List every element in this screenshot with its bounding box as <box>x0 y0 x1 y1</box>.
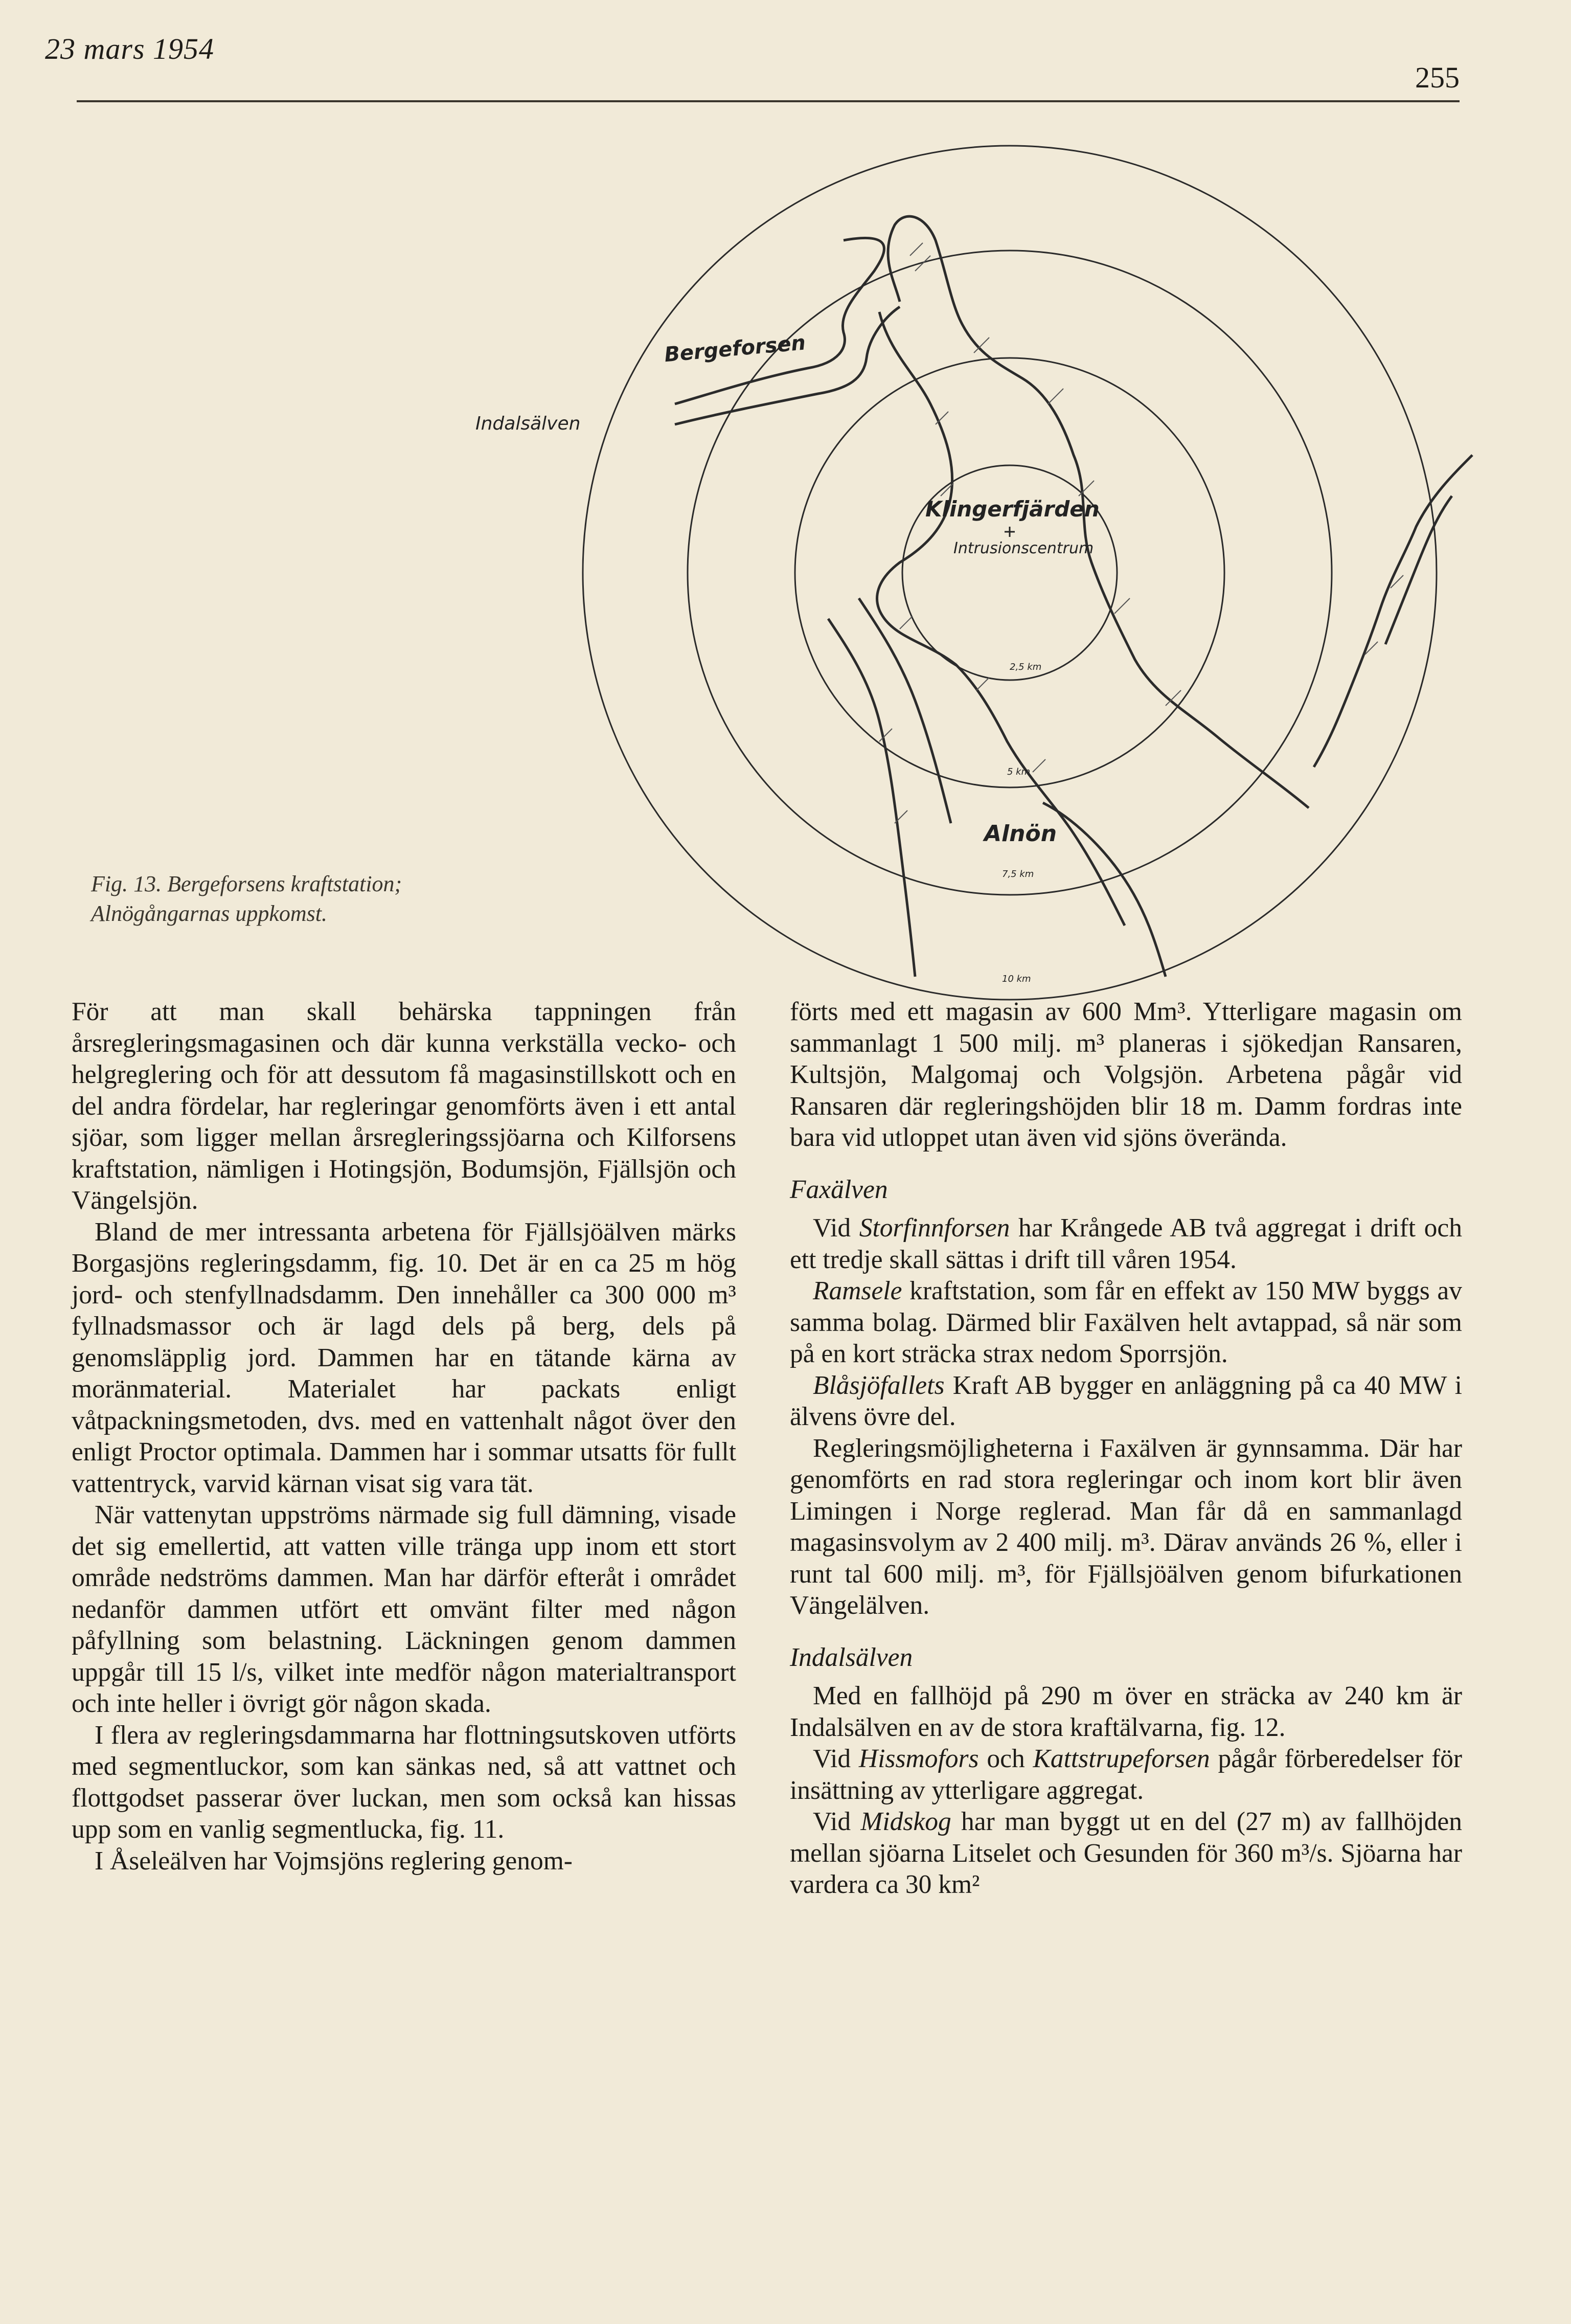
text-run: och <box>978 1744 1033 1773</box>
text-run: pågår förberedelser för insättning av ytterligare aggregat. <box>790 1744 1462 1805</box>
text-run: Kraft AB bygger en anläggning på ca 40 MW i älvens övre del. <box>790 1370 1462 1431</box>
page-number: 255 <box>1415 61 1460 94</box>
label-radius-7-5km: 7,5 km <box>1002 869 1034 879</box>
label-indalsalven: Indalsälven <box>475 413 581 434</box>
figure-caption: Fig. 13. Bergeforsens kraftstation; Alnögångarnas uppkomst. <box>91 871 402 926</box>
label-intrusionscentrum: Intrusionscentrum <box>953 539 1094 557</box>
place-name-storfinnforsen: Storfinnforsen <box>859 1213 1010 1243</box>
place-name-kattstrupeforsen: Kattstrupeforsen <box>1033 1744 1210 1773</box>
intrusion-centre-mark <box>1005 527 1015 537</box>
label-alnon: Alnön <box>984 821 1057 847</box>
text-run: har man byggt ut en del (27 m) av fallhöjden mellan sjöarna Litselet och Gesunden för 360 m³/s. Sjöarna har vardera ca 30 km² <box>790 1807 1462 1899</box>
right-paragraph-midskog <box>790 1806 1462 1901</box>
southwest-shore-inner <box>859 598 951 823</box>
right-paragraph-storfinnforsen <box>790 1212 1462 1275</box>
text-run: Vid <box>813 1744 859 1773</box>
left-paragraph-2: Bland de mer intressanta arbetena för Fjällsjöälven märks Borgasjöns regleringsdamm, fig. 10. Det är en ca 25 m hög jord- och stenfyllnadsdamm. Den innehåller ca 300 000 m³ fyllnadsmassor och är lagd dels på berg, dels på genomsläpplig jord. Dammen har en tätande kärna av moränmaterial. Materialet har packats enligt våtpackningsmetoden, dvs. med en vattenhalt något över den enligt Proctor optimala. Dammen har i sommar utsatts för fullt vattentryck, varvid kärnan visat sig vara tät. <box>72 1217 736 1498</box>
alnon-island-shore <box>1043 803 1166 977</box>
right-paragraph-fallhojd: Med en fallhöjd på 290 m över en sträcka av 240 km är Indalsälven en av de stora kraftälvarna, fig. 12. <box>790 1681 1462 1742</box>
left-paragraph-4: I flera av regleringsdammarna har flottningsutskoven utförts med segmentluckor, som kan sänkas ned, så att vattnet och flottgodset passerar över luckan, men som också kan hissas upp som en vanlig segmentlucka, fig. 11. <box>72 1720 736 1844</box>
left-paragraph-3: När vattenytan uppströms närmade sig full dämning, visade det sig emellertid, att vatten ville tränga upp inom ett stort område nedströms dammen. Man har därför efteråt i området nedanför dammen utfört ett omvänt filter med någon påfyllning som belastning. Läckningen genom dammen uppgår till 15 l/s, vilket inte medför någon materialtransport och inte heller i övrigt gör någon skada. <box>72 1500 736 1718</box>
company-name-blasjofallets: Blåsjöfallets <box>813 1370 945 1400</box>
text-run: kraftstation, som får en effekt av 150 MW byggs av samma bolag. Därmed blir Faxälven helt avtappad, så när som på en kort sträcka strax nedom Sporrsjön. <box>790 1276 1462 1368</box>
section-heading-faxalven: Faxälven <box>790 1175 888 1204</box>
right-paragraph-regleringsmojligheterna: Regleringsmöjligheterna i Faxälven är gynnsamma. Där har genomförts en rad stora regleringar och inom kort blir även Limingen i Norge reglerad. Man får då en sammanlagd magasinsvolym av 2 400 milj. m³. Därav används 26 %, eller i runt tal 600 milj. m³, för Fjällsjöälven genom bifurkationen Vängelälven. <box>790 1433 1462 1620</box>
place-name-ramsele: Ramsele <box>813 1276 902 1305</box>
label-radius-5km: 5 km <box>1007 766 1031 777</box>
text-run: Vid <box>813 1213 859 1243</box>
label-radius-10km: 10 km <box>1002 974 1031 984</box>
header-rule <box>77 100 1460 102</box>
text-run: Vid <box>813 1807 861 1836</box>
left-paragraph-5: I Åseleälven har Vojmsjöns reglering genom- <box>95 1846 573 1876</box>
label-radius-2-5km: 2,5 km <box>1010 662 1042 672</box>
right-paragraph-hissmofors <box>790 1743 1462 1806</box>
left-paragraph-1: För att man skall behärska tappningen från årsregleringsmagasinen och där kunna verkställa vecko- och helgreglering och för att dessutom få magasinstillskott och en del andra fördelar, har regleringar genomförts även i ett antal sjöar, som ligger mellan årsregleringssjöarna och Kilforsens kraftstation, nämligen i Hotingsjön, Bodumsjön, Fjällsjön och Vängelsjön. <box>72 997 736 1215</box>
shore-hatching <box>879 243 1403 823</box>
header-date: 23 mars 1954 <box>45 32 215 65</box>
label-klingerfjarden: Klingerfjärden <box>925 497 1100 522</box>
place-name-midskog: Midskog <box>860 1807 951 1836</box>
left-column <box>72 996 736 1877</box>
right-column <box>790 996 1462 1901</box>
radius-circle-5km <box>795 358 1224 787</box>
right-paragraph-blasjofallets <box>790 1370 1462 1433</box>
right-paragraph-1: förts med ett magasin av 600 Mm³. Ytterligare magasin om sammanlagt 1 500 milj. m³ planeras i sjökedjan Ransaren, Kultsjön, Malgomaj och Volgsjön. Arbetena pågår vid Ransaren där regleringshöjden blir 18 m. Damm fordras inte bara vid utloppet utan även vid sjöns överända. <box>790 997 1462 1152</box>
place-name-hissmofors: Hissmofors <box>858 1744 979 1773</box>
map-figure <box>475 138 1483 997</box>
section-heading-indalsalven: Indalsälven <box>790 1642 913 1672</box>
text-run: har Krångede AB två aggregat i drift och ett tredje skall sättas i drift till våren 1954. <box>790 1213 1462 1274</box>
right-paragraph-ramsele <box>790 1275 1462 1370</box>
indalsalven-river-north-bank <box>675 238 884 404</box>
indalsalven-river-south-bank <box>675 307 900 424</box>
label-bergeforsen: Bergeforsen <box>663 331 807 367</box>
